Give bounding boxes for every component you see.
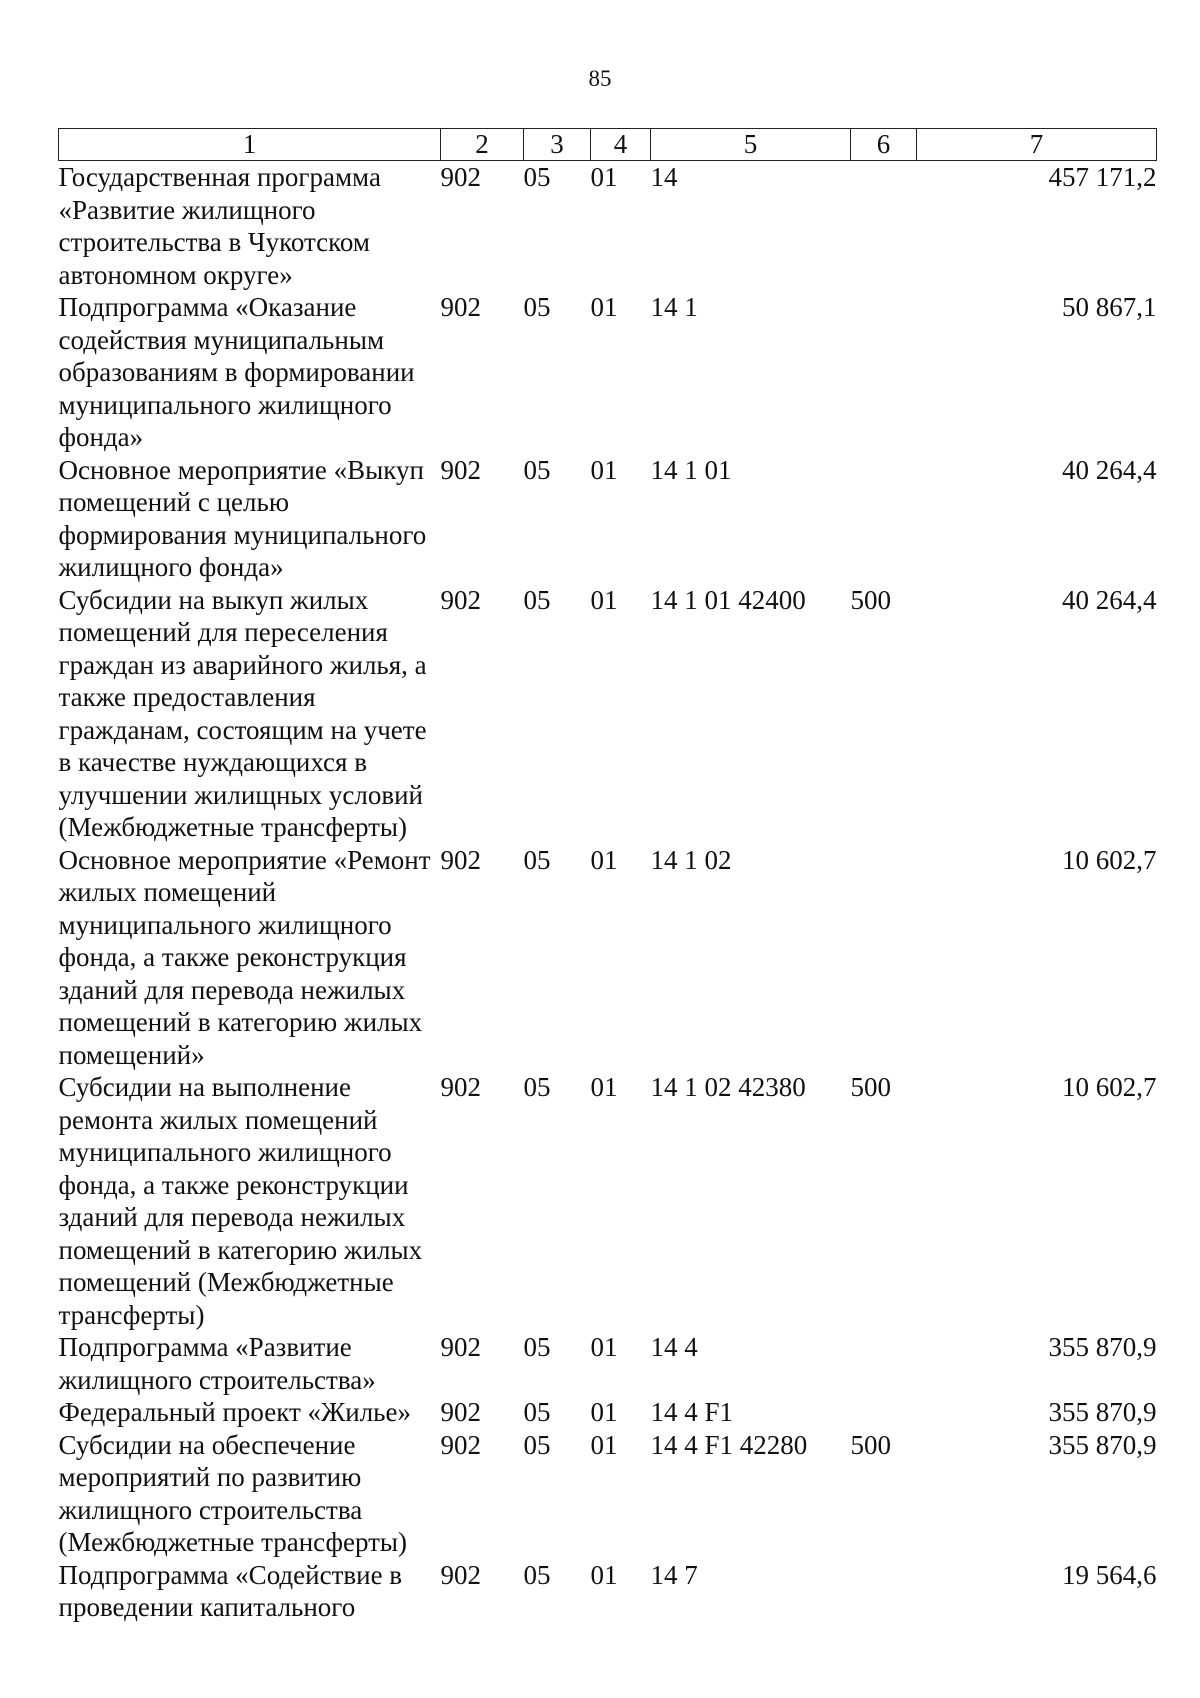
row-amount: 10 602,7 (1062, 1072, 1157, 1102)
row-col-5: 14 1 02 (650, 844, 732, 875)
row-col-6: 500 (850, 584, 891, 615)
table-row (59, 1429, 1157, 1559)
row-col-3: 05 (523, 454, 551, 485)
row-name: Подпрограмма «Развитие жилищного строительства» (58, 1332, 376, 1395)
column-header-7: 7 (917, 129, 1157, 161)
row-col-2: 902 (440, 454, 481, 485)
row-col-3: 05 (523, 162, 551, 192)
row-amount: 10 602,7 (1062, 844, 1157, 875)
row-col-2: 902 (440, 584, 481, 615)
budget-table (58, 128, 1157, 1624)
row-col-4: 01 (590, 584, 618, 615)
table-row (59, 844, 1157, 1072)
row-col-4: 01 (590, 844, 618, 875)
row-amount: 457 171,2 (1048, 162, 1157, 192)
table-header-row (59, 129, 1157, 161)
row-name: Подпрограмма «Оказание содействия муниципальным образованиям в формировании муниципального жилищного фонда» (58, 292, 415, 452)
row-col-6 (851, 291, 917, 454)
row-col-2: 902 (440, 1332, 481, 1362)
row-col-3: 05 (523, 1332, 551, 1362)
table-row (59, 1396, 1157, 1429)
row-col-4: 01 (590, 1332, 618, 1362)
row-col-3: 05 (523, 1072, 551, 1102)
row-col-6 (851, 454, 917, 584)
row-col-6 (851, 1396, 917, 1429)
row-name: Субсидии на выполнение ремонта жилых помещений муниципального жилищного фонда, а также реконструкции зданий для перевода нежилых помещений в категорию жилых помещений (Межбюджетные трансферты) (58, 1072, 423, 1330)
row-col-5: 14 1 01 (650, 454, 732, 485)
row-col-6 (851, 1559, 917, 1624)
row-col-6: 500 (850, 1429, 891, 1460)
row-col-3: 05 (523, 844, 551, 875)
row-name: Федеральный проект «Жилье» (58, 1397, 411, 1427)
row-amount: 355 870,9 (1048, 1332, 1157, 1362)
row-amount: 40 264,4 (1062, 584, 1157, 615)
row-col-4: 01 (590, 454, 618, 485)
row-col-5: 14 1 02 42380 (650, 1072, 806, 1102)
row-col-3: 05 (523, 1559, 551, 1590)
row-amount: 355 870,9 (1048, 1397, 1157, 1427)
row-col-2: 902 (440, 292, 481, 322)
row-name: Основное мероприятие «Ремонт жилых помещений муниципального жилищного фонда, а также реконструкция зданий для перевода нежилых помещений в категорию жилых помещений» (58, 844, 431, 1070)
row-col-3: 05 (523, 1397, 551, 1427)
row-col-4: 01 (590, 1559, 618, 1590)
row-col-4: 01 (590, 292, 618, 322)
row-col-6: 500 (850, 1072, 891, 1102)
row-col-2: 902 (440, 1397, 481, 1427)
row-col-2: 902 (440, 844, 481, 875)
row-col-5: 14 4 F1 42280 (650, 1429, 808, 1460)
row-col-6 (851, 161, 917, 292)
table-row (59, 454, 1157, 584)
row-col-5: 14 4 (650, 1332, 698, 1362)
table-row (59, 1071, 1157, 1331)
row-col-2: 902 (440, 162, 481, 192)
row-amount: 40 264,4 (1062, 454, 1157, 485)
row-col-2: 902 (440, 1559, 481, 1590)
table-row (59, 291, 1157, 454)
column-header-1: 1 (59, 129, 441, 161)
row-col-2: 902 (440, 1072, 481, 1102)
row-col-4: 01 (590, 1429, 618, 1460)
row-amount: 19 564,6 (1062, 1559, 1157, 1590)
row-col-6 (851, 844, 917, 1072)
row-col-3: 05 (523, 292, 551, 322)
table-row (59, 161, 1157, 292)
row-col-2: 902 (440, 1429, 481, 1460)
row-amount: 50 867,1 (1062, 292, 1157, 322)
table-row (59, 1559, 1157, 1624)
row-col-5: 14 1 (650, 292, 698, 322)
row-name: Подпрограмма «Содействие в проведении капитального (58, 1559, 403, 1622)
row-name: Субсидии на обеспечение мероприятий по развитию жилищного строительства (Межбюджетные трансферты) (58, 1429, 408, 1557)
row-amount: 355 870,9 (1048, 1429, 1157, 1460)
row-col-4: 01 (590, 1072, 618, 1102)
column-header-5: 5 (651, 129, 851, 161)
row-col-4: 01 (590, 162, 618, 192)
column-header-2: 2 (441, 129, 524, 161)
row-name: Основное мероприятие «Выкуп помещений с целью формирования муниципального жилищного фонда» (58, 454, 427, 582)
row-col-4: 01 (590, 1397, 618, 1427)
row-name: Субсидии на выкуп жилых помещений для переселения граждан из аварийного жилья, а также предоставления гражданам, состоящим на учете в качестве нуждающихся в улучшении жилищных условий (Межбюджетные трансферты) (58, 584, 427, 842)
row-col-3: 05 (523, 584, 551, 615)
row-col-5: 14 4 F1 (650, 1397, 734, 1427)
column-header-3: 3 (524, 129, 591, 161)
row-col-5: 14 7 (650, 1559, 698, 1590)
page-number: 85 (588, 66, 612, 91)
row-col-5: 14 1 01 42400 (650, 584, 806, 615)
column-header-4: 4 (591, 129, 651, 161)
row-name: Государственная программа «Развитие жилищного строительства в Чукотском автономном округе» (58, 162, 381, 290)
column-header-6: 6 (851, 129, 917, 161)
table-row (59, 584, 1157, 844)
row-col-6 (851, 1331, 917, 1396)
table-row (59, 1331, 1157, 1396)
row-col-3: 05 (523, 1429, 551, 1460)
row-col-5: 14 (650, 162, 678, 192)
